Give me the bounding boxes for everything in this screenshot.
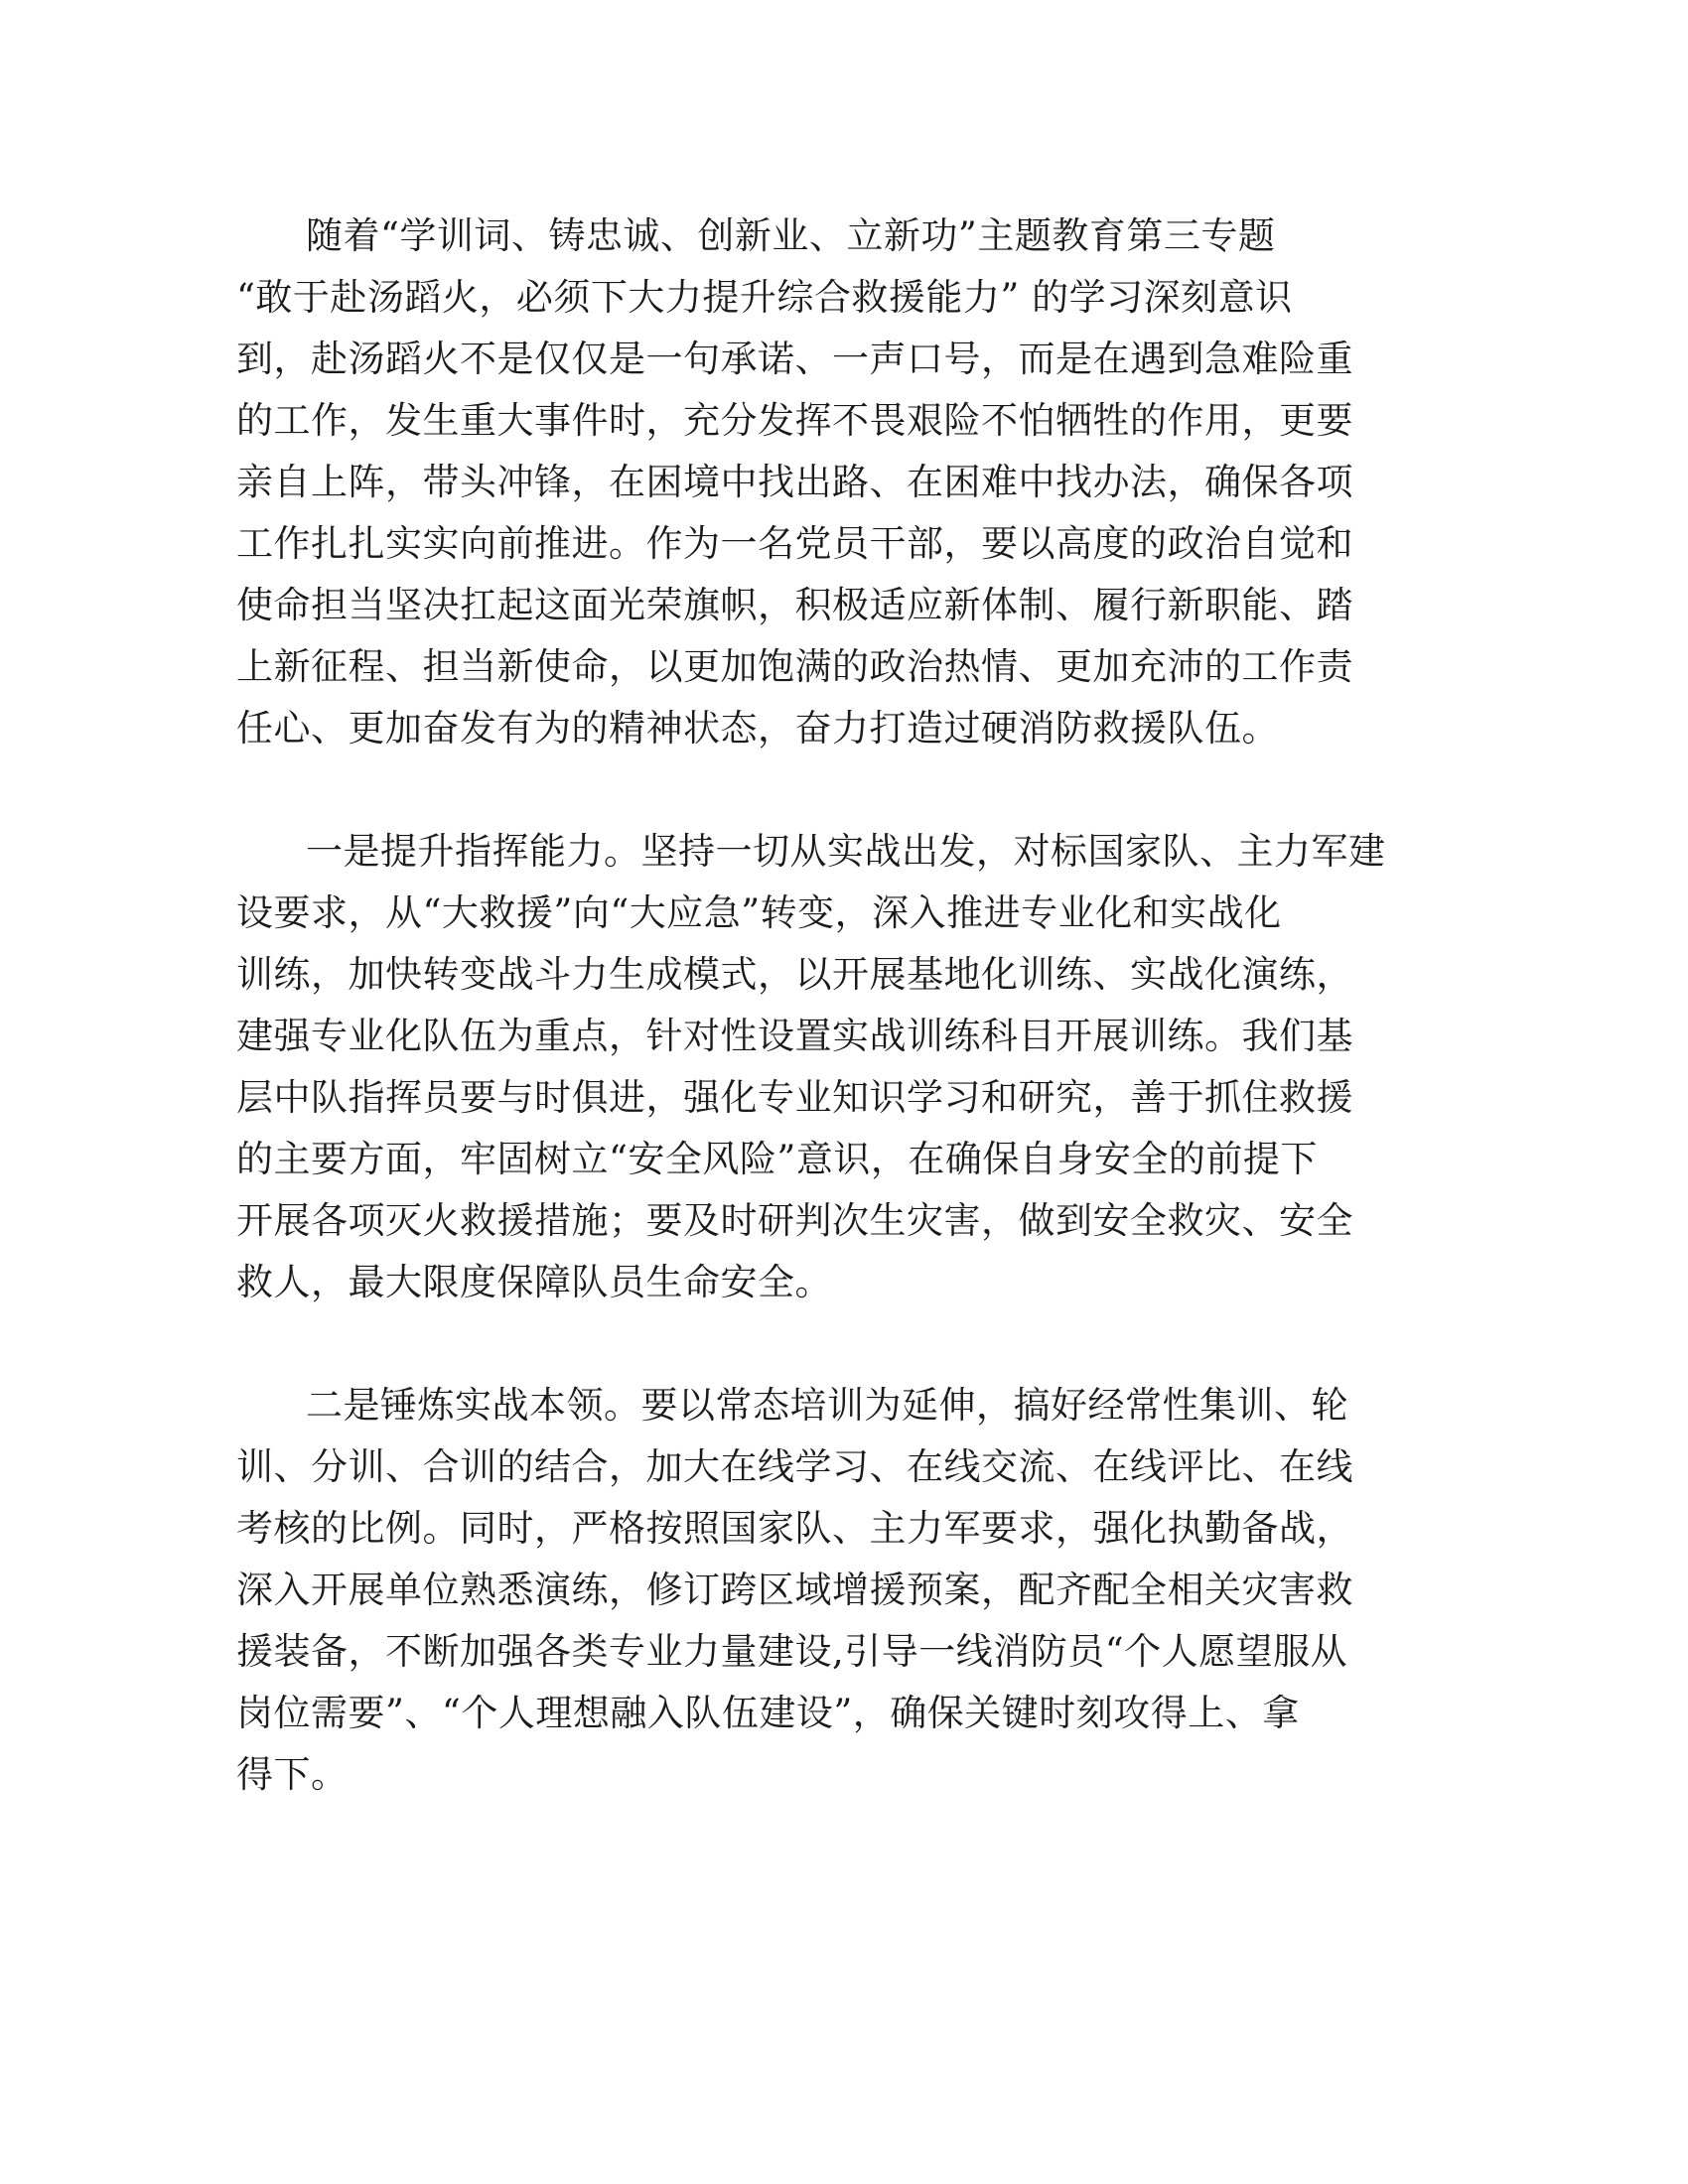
- text-line: 任心、更加奋发有为的精神状态，奋力打造过硬消防救援队伍。: [236, 707, 1279, 750]
- paragraph-combat-skills: [236, 1375, 1448, 1806]
- text-line: 建强专业化队伍为重点，针对性设置实战训练科目开展训练。我们基: [236, 1015, 1353, 1057]
- text-line: 的主要方面，牢固树立“安全风险”意识，在确保自身安全的前提下: [236, 1138, 1318, 1180]
- text-line: 援装备，不断加强各类专业力量建设,引导一线消防员“个人愿望服从: [236, 1630, 1348, 1673]
- text-line: 二是锤炼实战本领。要以常态培训为延伸，搞好经常性集训、轮: [306, 1384, 1348, 1427]
- document-body: [236, 205, 1448, 1867]
- text-line: “敢于赴汤蹈火，必须下大力提升综合救援能力” 的学习深刻意识: [236, 276, 1293, 319]
- text-line: 开展各项灭火救援措施；要及时研判次生灾害，做到安全救灾、安全: [236, 1199, 1353, 1242]
- text-line: 深入开展单位熟悉演练，修订跨区域增援预案，配齐配全相关灾害救: [236, 1569, 1353, 1611]
- paragraph-intro: [236, 205, 1448, 759]
- text-line: 到，赴汤蹈火不是仅仅是一句承诺、一声口号，而是在遇到急难险重: [236, 338, 1353, 380]
- text-line: 随着“学训词、铸忠诚、创新业、立新功”主题教育第三专题: [306, 214, 1276, 257]
- text-line: 训、分训、合训的结合，加大在线学习、在线交流、在线评比、在线: [236, 1445, 1353, 1488]
- text-line: 工作扎扎实实向前推进。作为一名党员干部，要以高度的政治自觉和: [236, 522, 1353, 565]
- text-line: 岗位需要”、“个人理想融入队伍建设”，确保关键时刻攻得上、拿: [236, 1692, 1300, 1734]
- text-line: 得下。: [236, 1753, 349, 1796]
- text-line: 训练，加快转变战斗力生成模式，以开展基地化训练、实战化演练，: [236, 953, 1353, 996]
- text-line: 一是提升指挥能力。坚持一切从实战出发，对标国家队、主力军建: [306, 830, 1386, 873]
- text-line: 上新征程、担当新使命，以更加饱满的政治热情、更加充沛的工作责: [236, 645, 1353, 688]
- text-line: 设要求，从“大救援”向“大应急”转变，深入推进专业化和实战化: [236, 891, 1282, 934]
- text-line: 的工作，发生重大事件时，充分发挥不畏艰险不怕牺牲的作用，更要: [236, 399, 1353, 442]
- text-line: 层中队指挥员要与时俱进，强化专业知识学习和研究，善于抓住救援: [236, 1076, 1353, 1119]
- text-line: 亲自上阵，带头冲锋，在困境中找出路、在困难中找办法，确保各项: [236, 461, 1353, 503]
- text-line: 救人，最大限度保障队员生命安全。: [236, 1261, 832, 1303]
- paragraph-command-ability: [236, 821, 1448, 1313]
- text-line: 使命担当坚决扛起这面光荣旗帜，积极适应新体制、履行新职能、踏: [236, 584, 1353, 626]
- text-line: 考核的比例。同时，严格按照国家队、主力军要求，强化执勤备战，: [236, 1507, 1353, 1550]
